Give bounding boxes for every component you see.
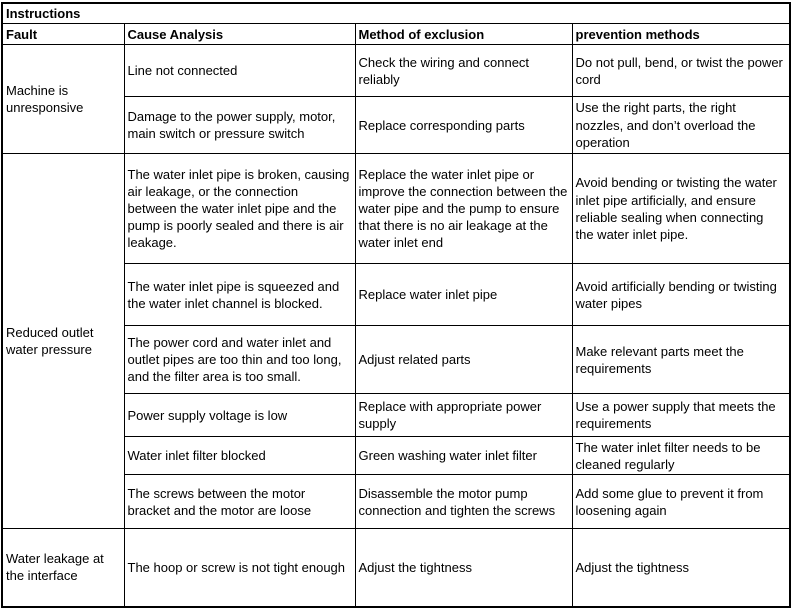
cause-cell: The water inlet pipe is squeezed and the water inlet channel is blocked.	[124, 264, 355, 326]
prevention-cell: Use a power supply that meets the requirements	[572, 394, 790, 437]
table-row	[2, 45, 790, 97]
prevention-cell: Do not pull, bend, or twist the power cord	[572, 45, 790, 97]
column-header-prevention-methods: prevention methods	[572, 24, 790, 45]
fault-cell-water-leakage-at-interface: Water leakage at the interface	[2, 529, 124, 607]
cause-cell: The water inlet pipe is broken, causing air leakage, or the connection between the water inlet pipe and the pump is poorly sealed and there is air leakage.	[124, 154, 355, 264]
cause-cell: The power cord and water inlet and outlet pipes are too thin and too long, and the filter area is too small.	[124, 326, 355, 394]
column-header-method-of-exclusion: Method of exclusion	[355, 24, 572, 45]
prevention-cell: Avoid bending or twisting the water inlet pipe artificially, and ensure reliable sealing when connecting the water inlet pipe.	[572, 154, 790, 264]
table-header-row	[2, 24, 790, 45]
cause-cell: The screws between the motor bracket and the motor are loose	[124, 475, 355, 529]
method-cell: Replace the water inlet pipe or improve the connection between the water pipe and the pump to ensure that there is no air leakage at the water inlet end	[355, 154, 572, 264]
prevention-cell: The water inlet filter needs to be cleaned regularly	[572, 437, 790, 475]
cause-cell: The hoop or screw is not tight enough	[124, 529, 355, 607]
column-header-fault: Fault	[2, 24, 124, 45]
method-cell: Replace water inlet pipe	[355, 264, 572, 326]
column-header-cause-analysis: Cause Analysis	[124, 24, 355, 45]
method-cell: Disassemble the motor pump connection and tighten the screws	[355, 475, 572, 529]
table-row	[2, 529, 790, 607]
cause-cell: Damage to the power supply, motor, main switch or pressure switch	[124, 97, 355, 154]
prevention-cell: Make relevant parts meet the requirements	[572, 326, 790, 394]
fault-cell-machine-unresponsive: Machine is unresponsive	[2, 45, 124, 154]
method-cell: Replace with appropriate power supply	[355, 394, 572, 437]
cause-cell: Line not connected	[124, 45, 355, 97]
prevention-cell: Adjust the tightness	[572, 529, 790, 607]
cause-cell: Power supply voltage is low	[124, 394, 355, 437]
cause-cell: Water inlet filter blocked	[124, 437, 355, 475]
troubleshooting-table	[1, 2, 791, 608]
prevention-cell: Add some glue to prevent it from loosening again	[572, 475, 790, 529]
method-cell: Adjust the tightness	[355, 529, 572, 607]
table-title: Instructions	[2, 3, 790, 24]
prevention-cell: Use the right parts, the right nozzles, and don’t overload the operation	[572, 97, 790, 154]
table-title-row	[2, 3, 790, 24]
method-cell: Green washing water inlet filter	[355, 437, 572, 475]
fault-cell-reduced-outlet-water-pressure: Reduced outlet water pressure	[2, 154, 124, 529]
prevention-cell: Avoid artificially bending or twisting water pipes	[572, 264, 790, 326]
table-row	[2, 154, 790, 264]
method-cell: Check the wiring and connect reliably	[355, 45, 572, 97]
method-cell: Adjust related parts	[355, 326, 572, 394]
method-cell: Replace corresponding parts	[355, 97, 572, 154]
